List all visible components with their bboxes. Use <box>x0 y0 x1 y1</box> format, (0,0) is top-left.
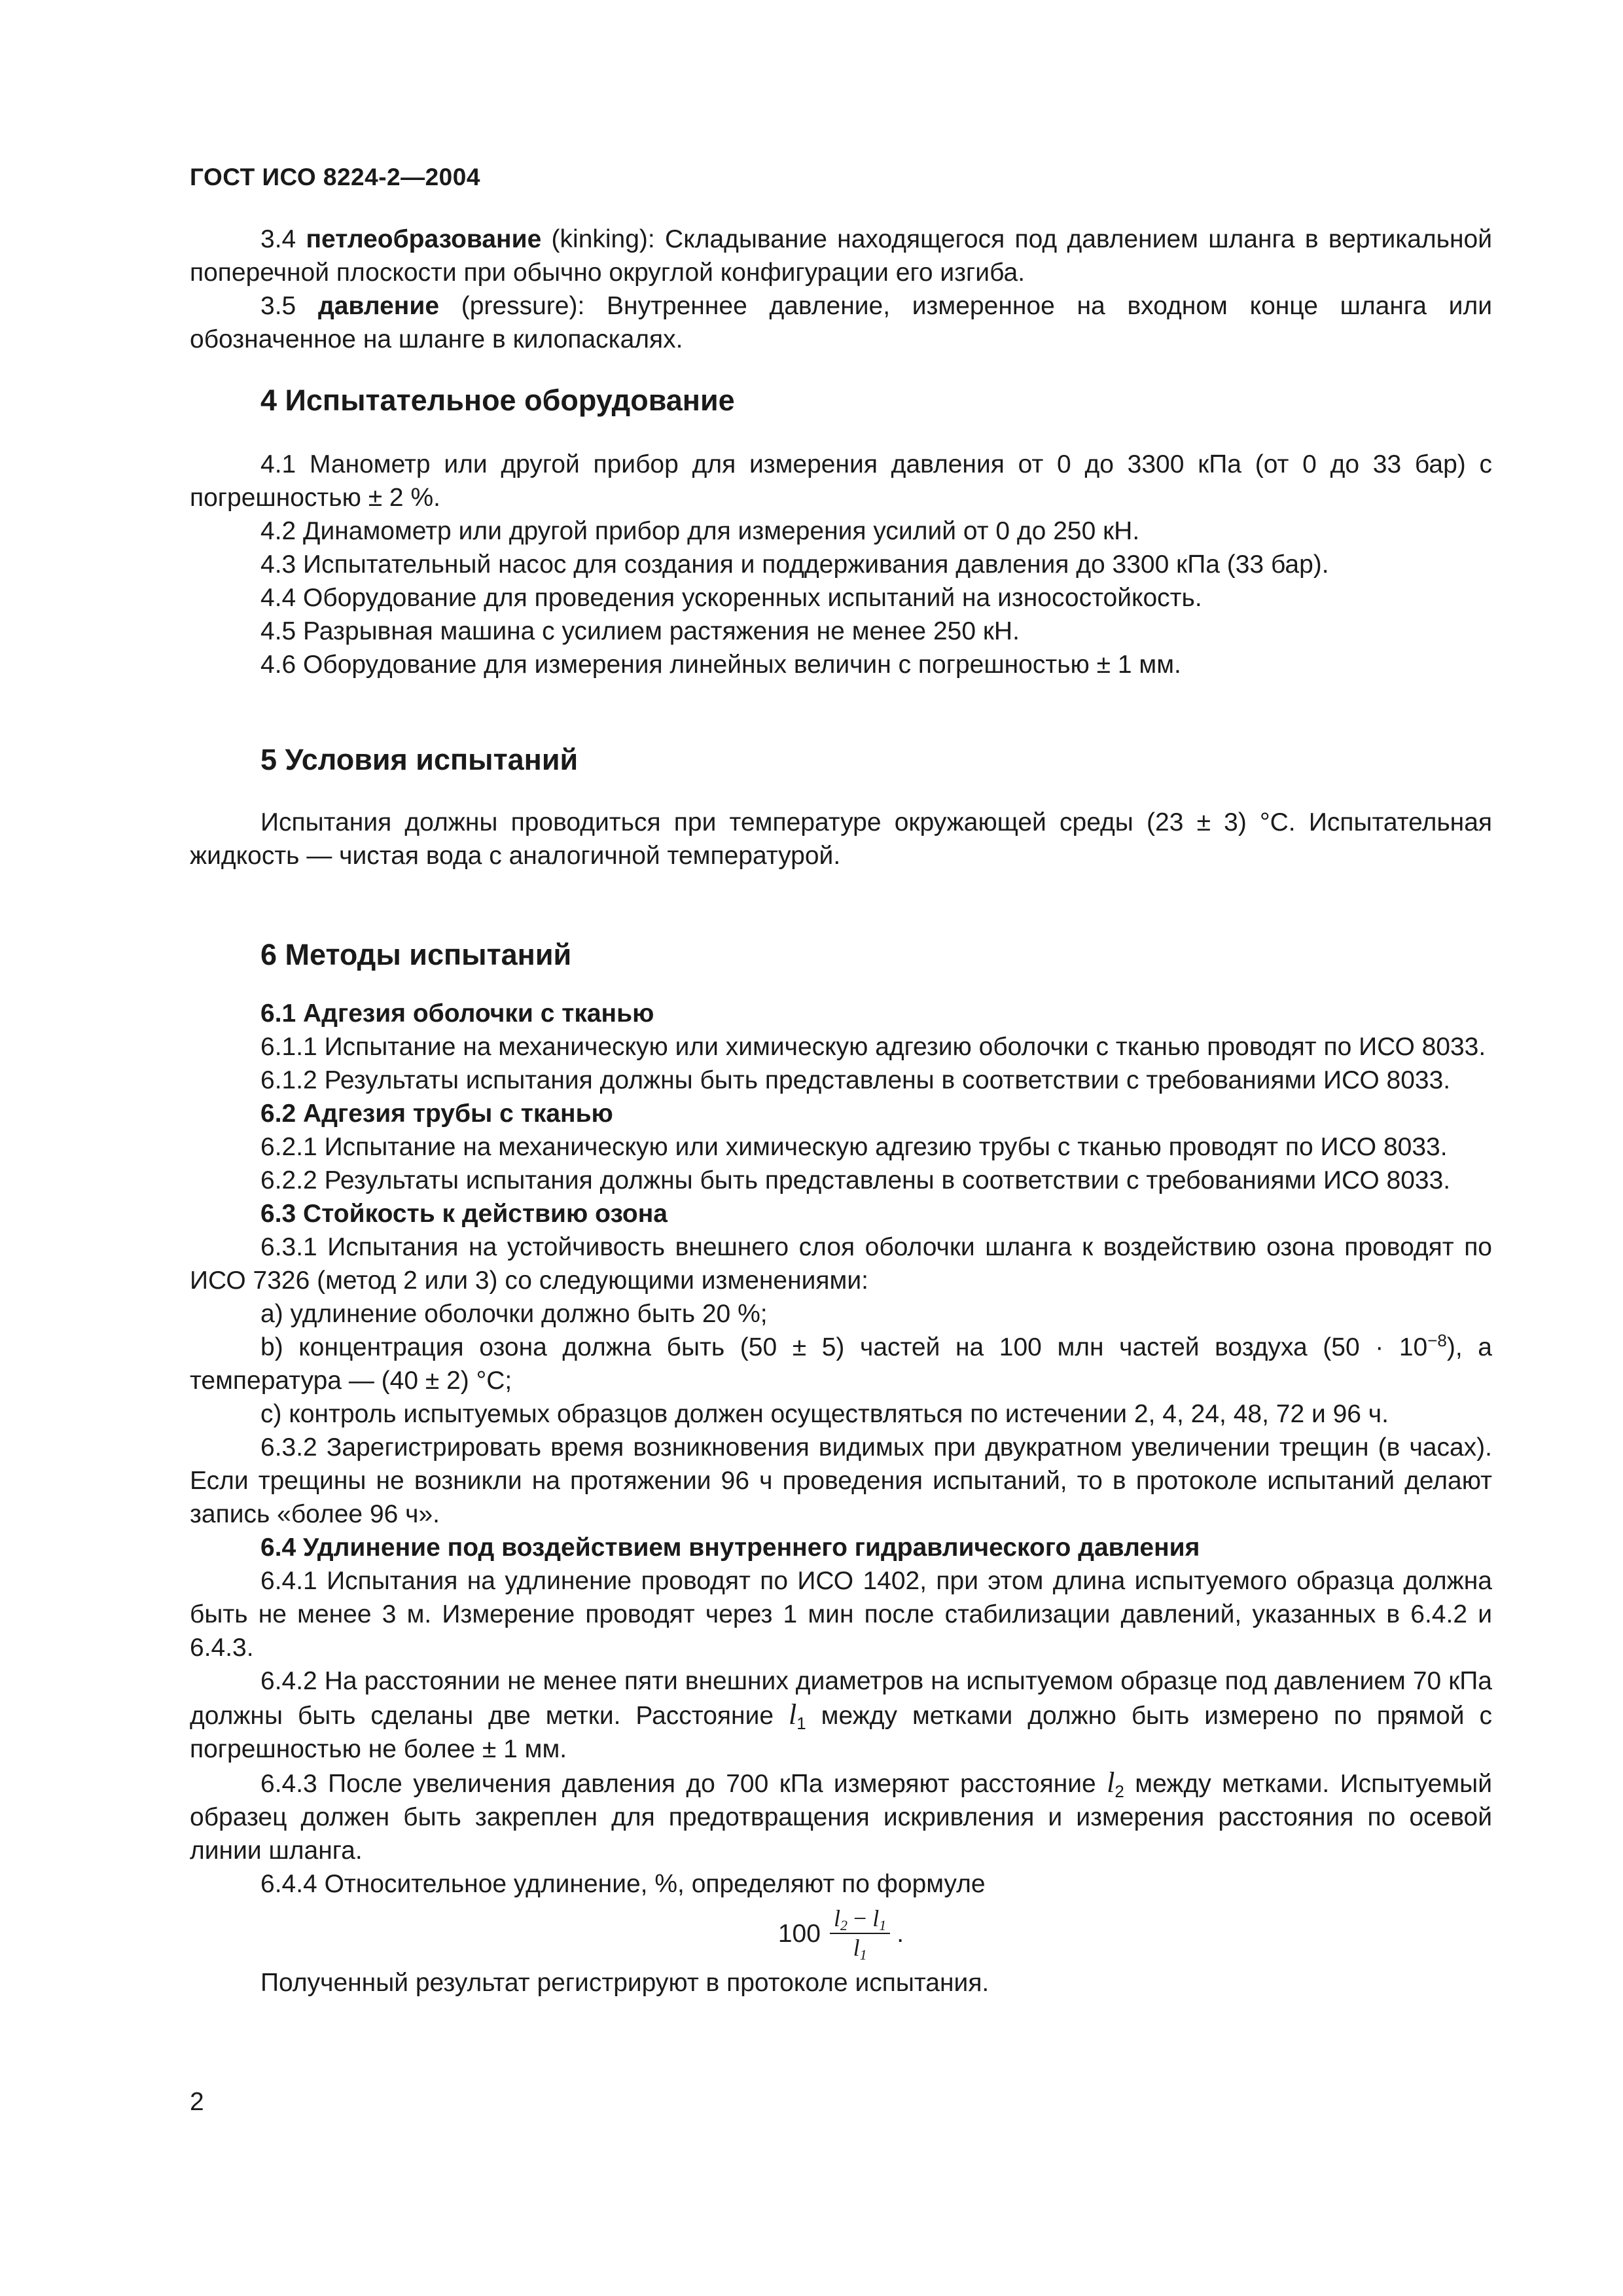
formula-coefficient: 100 <box>777 1919 821 1948</box>
list-item-a: a) удлинение оболочки должно быть 20 %; <box>260 1300 768 1328</box>
subscript: 1 <box>879 1917 887 1933</box>
formula-denominator <box>853 1934 867 1962</box>
variable-subscript: 2 <box>1115 1782 1124 1801</box>
minus-sign: − <box>847 1905 873 1931</box>
clause-number: 3.5 <box>260 292 318 320</box>
clause-6-2-1: 6.2.1 Испытание на механическую или химическую адгезию трубы с тканью проводят по ИСО 8033. <box>260 1133 1448 1161</box>
clause-text: (kinking): Складывание находящегося под давлением шланга в вертикальной поперечной плоскости при обычно округлой конфигурации его изгиба. <box>190 225 1492 287</box>
clause-6-1-1: 6.1.1 Испытание на механическую или химическую адгезию оболочки с тканью проводят по ИСО 8033. <box>260 1033 1486 1061</box>
clause-4-4: 4.4 Оборудование для проведения ускоренных испытаний на износостойкость. <box>260 584 1202 612</box>
list-item-b-text-end: ), а температура — (40 ± 2) °С; <box>190 1333 1492 1395</box>
clause-text-end: между метками. Испытуемый образец должен быть закреплен для предотвращения искривления и измерения расстояния по осевой линии шланга. <box>190 1770 1492 1865</box>
section-6-title: 6 Методы испытаний <box>260 938 572 971</box>
clause-number: 3.4 <box>260 225 306 253</box>
page-number: 2 <box>190 2088 204 2116</box>
clause-4-3: 4.3 Испытательный насос для создания и поддерживания давления до 3300 кПа (33 бар). <box>260 550 1329 579</box>
variable-l: l <box>1107 1767 1115 1799</box>
formula-period: . <box>897 1919 904 1948</box>
paragraph-3-4 <box>190 223 1492 289</box>
document-header: ГОСТ ИСО 8224-2—2004 <box>190 164 480 190</box>
clause-6-4-4: 6.4.4 Относительное удлинение, %, определяют по формуле <box>260 1870 986 1898</box>
numerator-l2: l <box>833 1905 840 1931</box>
paragraph-3-5 <box>190 289 1492 356</box>
clause-6-3-1: 6.3.1 Испытания на устойчивость внешнего слоя оболочки шланга к воздействию озона проводят по ИСО 7326 (метод 2 или 3) со следующими изменениями: <box>190 1233 1492 1295</box>
numerator-l1: l <box>872 1905 880 1931</box>
document-body <box>190 223 1492 2000</box>
subscript: 2 <box>840 1917 847 1933</box>
clause-4-5: 4.5 Разрывная машина с усилием растяжения не менее 250 кН. <box>260 617 1020 645</box>
clause-text: 6.4.3 После увеличения давления до 700 кПа измеряют расстояние <box>260 1770 1107 1798</box>
list-item-c: c) контроль испытуемых образцов должен осуществляться по истечении 2, 4, 24, 48, 72 и 96 ч. <box>260 1400 1389 1428</box>
subsection-6-2-title: 6.2 Адгезия трубы с тканью <box>260 1100 613 1128</box>
clause-4-6: 4.6 Оборудование для измерения линейных величин с погрешностью ± 1 мм. <box>260 651 1181 679</box>
clause-6-4-2 <box>190 1664 1492 1766</box>
subsection-6-3-title: 6.3 Стойкость к действию озона <box>260 1200 668 1228</box>
clause-text: (pressure): Внутреннее давление, измеренное на входном конце шланга или обозначенное на шланге в килопаскалях. <box>190 292 1492 353</box>
clause-text: 6.4.2 На расстоянии не менее пяти внешних диаметров на испытуемом образце под давлением 70 кПа должны быть сделаны две метки. Расстояние <box>190 1667 1492 1730</box>
formula-fraction <box>830 1905 890 1962</box>
term: давление <box>317 292 440 320</box>
section-5-title: 5 Условия испытаний <box>260 743 579 776</box>
clause-6-1-2: 6.1.2 Результаты испытания должны быть представлены в соответствии с требованиями ИСО 8033. <box>260 1066 1451 1094</box>
subsection-6-4-title: 6.4 Удлинение под воздействием внутреннего гидравлического давления <box>260 1534 1200 1562</box>
variable-subscript: 1 <box>796 1713 806 1733</box>
exponent: −8 <box>1427 1331 1447 1350</box>
clause-4-1: 4.1 Манометр или другой прибор для измерения давления от 0 до 3300 кПа (от 0 до 33 бар) с погрешностью ± 2 %. <box>190 450 1492 512</box>
clause-6-3-2: 6.3.2 Зарегистрировать время возникновения видимых при двукратном увеличении трещин (в часах). Если трещины не возникли на протяжении 96 ч проведения испытаний, то в протоколе испытаний делают запись «более 96 ч». <box>190 1433 1492 1528</box>
subsection-6-1-title: 6.1 Адгезия оболочки с тканью <box>260 999 654 1028</box>
subscript: 1 <box>859 1946 867 1963</box>
list-item-b-text: b) концентрация озона должна быть (50 ± 5) частей на 100 млн частей воздуха (50 · 10 <box>260 1333 1428 1361</box>
clause-6-2-2: 6.2.2 Результаты испытания должны быть представлены в соответствии с требованиями ИСО 8033. <box>260 1166 1451 1194</box>
clause-text-end: между метками должно быть измерено по прямой с погрешностью не более ± 1 мм. <box>190 1702 1492 1763</box>
term: петлеобразование <box>306 225 542 253</box>
clause-6-4-1: 6.4.1 Испытания на удлинение проводят по ИСО 1402, при этом длина испытуемого образца должна быть не менее 3 м. Измерение проводят через 1 мин после стабилизации давлений, указанных в 6.4.2 и 6.4.3. <box>190 1567 1492 1662</box>
final-paragraph: Полученный результат регистрируют в протоколе испытания. <box>260 1969 990 1997</box>
denominator-l1: l <box>853 1935 860 1961</box>
list-item-b <box>190 1331 1492 1397</box>
elongation-formula <box>190 1901 1492 1966</box>
section-4-title: 4 Испытательное оборудование <box>260 384 735 417</box>
clause-6-4-3 <box>190 1766 1492 1867</box>
clause-4-2: 4.2 Динамометр или другой прибор для измерения усилий от 0 до 250 кН. <box>260 517 1140 545</box>
formula-numerator <box>830 1905 890 1934</box>
section-5-text: Испытания должны проводиться при температуре окружающей среды (23 ± 3) °С. Испытательная жидкость — чистая вода с аналогичной температурой. <box>190 808 1492 870</box>
variable-l: l <box>789 1698 797 1731</box>
